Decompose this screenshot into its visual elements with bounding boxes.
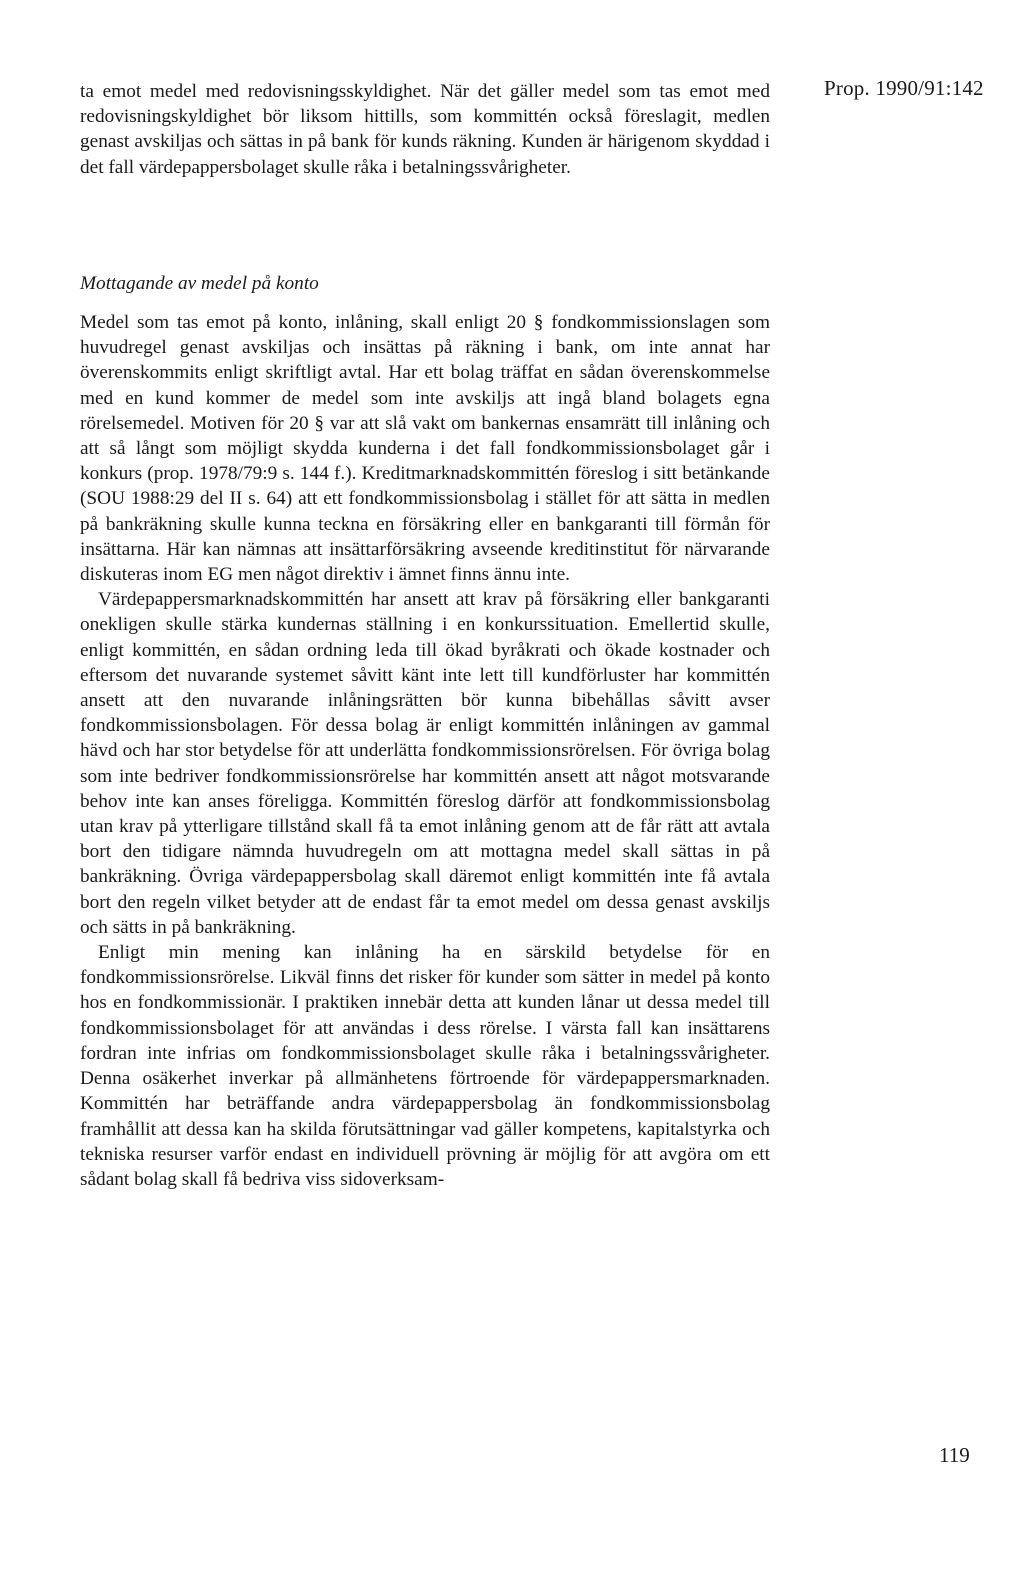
- section-body: [80, 310, 770, 1192]
- section-paragraph: Medel som tas emot på konto, inlåning, skall enligt 20 § fondkommissionslagen som huvudregel genast avskiljas och insättas på räkning i bank, om inte annat har överenskommits enligt skriftligt avtal. Har ett bolag träffat en sådan överenskommelse med en kund kommer de medel som inte avskiljs att ingå bland bolagets egna rörelsemedel. Motiven för 20 § var att slå vakt om bankernas ensamrätt till inlåning och att så långt som möjligt skydda kunderna i det fall fondkommissionsbolaget går i konkurs (prop. 1978/79:9 s. 144 f.). Kreditmarknadskommittén föreslog i sitt betänkande (SOU 1988:29 del II s. 64) att ett fondkommissionsbolag i stället för att sätta in medlen på bankräkning skulle kunna teckna en försäkring eller en bankgaranti till förmån för insättarna. Här kan nämnas att insättarförsäkring avseende kreditinstitut för närvarande diskuteras inom EG men något direktiv i ämnet finns ännu inte.: [80, 312, 770, 586]
- document-reference: Prop. 1990/91:142: [824, 76, 984, 100]
- page-number: 119: [939, 1443, 970, 1467]
- lead-paragraph: ta emot medel med redovisningsskyldighet. När det gäller medel som tas emot med redovisningskyldighet bör liksom hittills, som kommittén också föreslagit, medlen genast avskiljas och sättas in på bank för kunds räkning. Kunden är härigenom skyddad i det fall värdepappersbolaget skulle råka i betalningssvårigheter.: [80, 81, 770, 178]
- section-paragraph: Enligt min mening kan inlåning ha en särskild betydelse för en fondkommissionsrörelse. Likväl finns det risker för kunder som sätter in medel på konto hos en fondkommissionär. I praktiken innebär detta att kunden lånar ut dessa medel till fondkommissionsbolaget för att användas i dess rörelse. I värsta fall kan insättarens fordran inte infrias om fondkommissionsbolaget skulle råka i betalningssvårigheter. Denna osäkerhet inverkar på allmänhetens förtroende för värdepappersmarknaden. Kommittén har beträffande andra värdepappersbolag än fondkommissionsbolag framhållit att dessa kan ha skilda förutsättningar vad gäller kompetens, kapitalstyrka och tekniska resurser varför endast en individuell prövning är möjlig för att avgöra om ett sådant bolag skall få bedriva viss sidoverksam-: [80, 942, 770, 1190]
- section-heading: Mottagande av medel på konto: [80, 273, 319, 294]
- lead-text-block: [80, 79, 770, 180]
- section-paragraph: Värdepappersmarknadskommittén har ansett att krav på försäkring eller bankgaranti onekligen skulle stärka kundernas ställning i en konkurssituation. Emellertid skulle, enligt kommittén, en sådan ordning leda till ökad byråkrati och ökade kostnader och eftersom det nuvarande systemet såvitt känt inte lett till kundförluster har kommittén ansett att den nuvarande inlåningsrätten bör kunna bibehållas såvitt avser fondkommissionsbolagen. För dessa bolag är enligt kommittén inlåningen av gammal hävd och har stor betydelse för att underlätta fondkommissionsrörelsen. För övriga bolag som inte bedriver fondkommissionsrörelse har kommittén ansett att något motsvarande behov inte kan anses föreligga. Kommittén föreslog därför att fondkommissionsbolag utan krav på ytterligare tillstånd skall få ta emot inlåning genom att de får rätt att avtala bort den tidigare nämnda huvudregeln om att mottagna medel skall sättas in på bankräkning. Övriga värdepappersbolag skall däremot enligt kommittén inte få avtala bort den regeln vilket betyder att de endast får ta emot medel om dessa genast avskiljs och sätts in på bankräkning.: [80, 589, 770, 938]
